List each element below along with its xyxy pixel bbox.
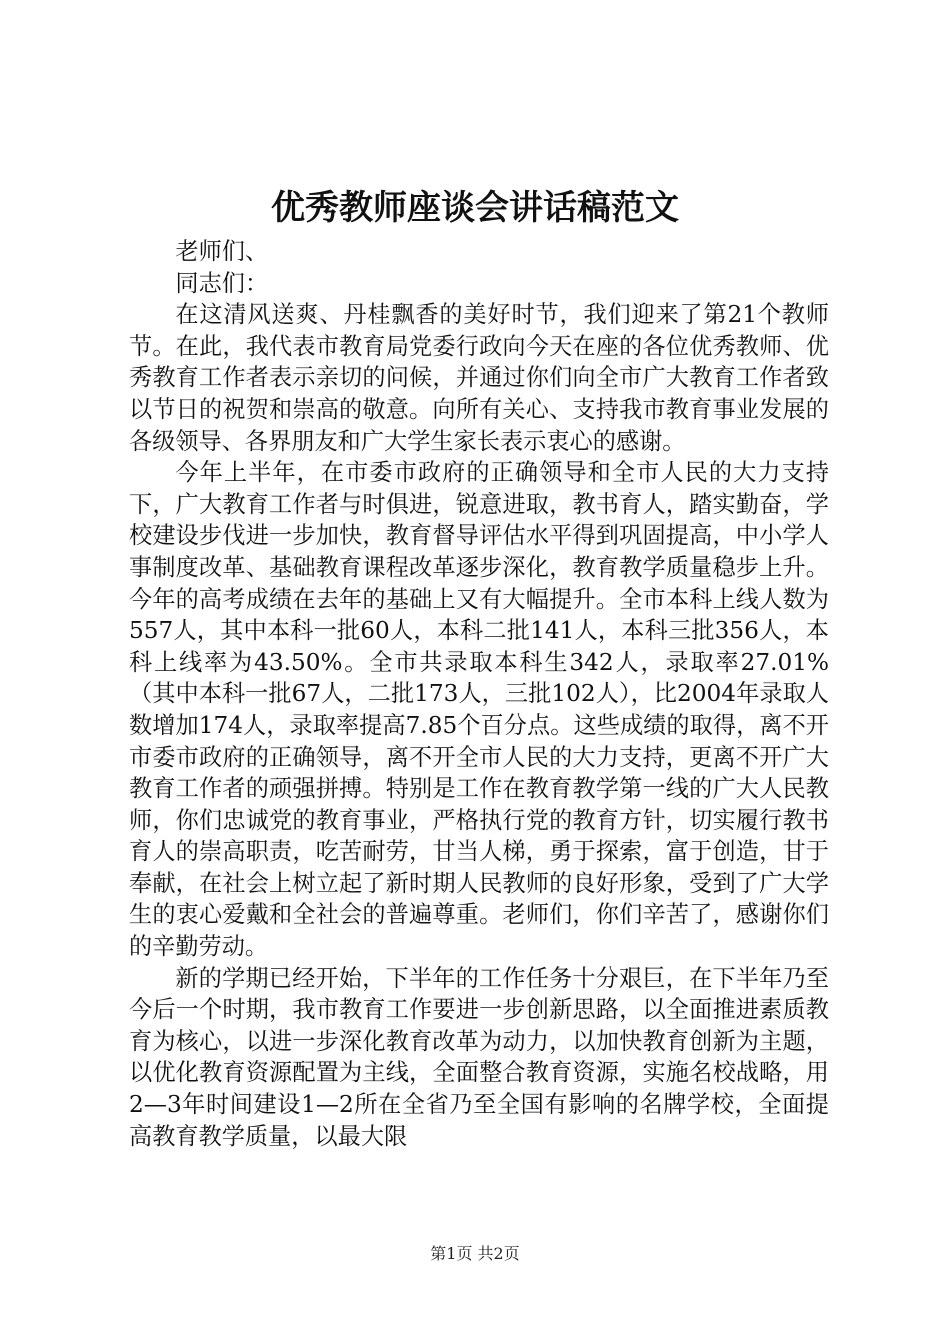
document-title: 优秀教师座谈会讲话稿范文 xyxy=(271,188,679,228)
paragraph-achievements: 今年上半年，在市委市政府的正确领导和全市人民的大力支持下，广大教育工作者与时俱进，锐意进取，教书育人，踏实勤奋，学校建设步伐进一步加快，教育督导评估水平得到巩固提高，中小学人事制度改革、基础教育课程改革逐步深化，教育教学质量稳步上升。今年的高考成绩在去年的基础上又有大幅提升。全市本科上线人数为557人，其中本科一批60人，本科二批141人，本科三批356人，本科上线率为43.50%。全市共录取本科生342人，录取率27.01%（其中本科一批67人，二批173人，三批102人），比2004年录取人数增加174人，录取率提高7.85个百分点。这些成绩的取得，离不开市委市政府的正确领导，离不开全市人民的大力支持，更离不开广大教育工作者的顽强拼搏。特别是工作在教育教学第一线的广大人民教师，你们忠诚党的教育事业，严格执行党的教育方针，切实履行教书育人的崇高职责，吃苦耐劳，甘当人梯，勇于探索，富于创造，甘于奉献，在社会上树立起了新时期人民教师的良好形象，受到了广大学生的衷心爱戴和全社会的普遍尊重。老师们，你们辛苦了，感谢你们的辛勤劳动。 xyxy=(129,459,829,961)
document-body xyxy=(129,236,829,1152)
paragraph-new-semester: 新的学期已经开始，下半年的工作任务十分艰巨，在下半年乃至今后一个时期，我市教育工作要进一步创新思路，以全面推进素质教育为核心，以进一步深化教育改革为动力，以加快教育创新为主题，以优化教育资源配置为主线，全面整合教育资源，实施名校战略，用2—3年时间建设1—2所在全省乃至全国有影响的名牌学校，全面提高教育教学质量，以最大限 xyxy=(129,964,829,1150)
page-footer: 第1页 共2页 xyxy=(430,1244,520,1263)
salutation-comrades: 同志们： xyxy=(175,269,269,297)
paragraph-greeting: 在这清风送爽、丹桂飘香的美好时节，我们迎来了第21个教师节。在此，我代表市教育局党委行政向今天在座的各位优秀教师、优秀教育工作者表示亲切的问候，并通过你们向全市广大教育工作者致以节日的祝贺和崇高的敬意。向所有关心、支持我市教育事业发展的各级领导、各界朋友和广大学生家长表示衷心的感谢。 xyxy=(129,301,829,455)
salutation-teachers: 老师们、 xyxy=(175,238,269,265)
